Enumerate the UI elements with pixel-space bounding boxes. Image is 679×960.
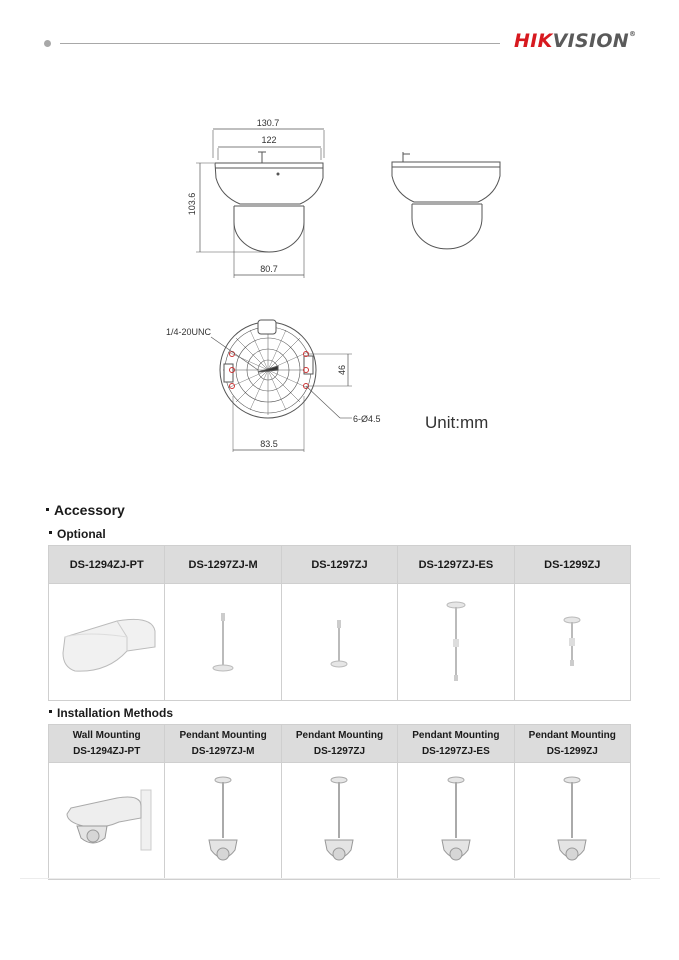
pendant-mount-icon — [324, 612, 354, 672]
pendant-mount-1299-image — [514, 584, 630, 701]
dimension-drawings — [0, 0, 679, 470]
dim-base-width: 83.5 — [260, 439, 278, 449]
pendant-camera-icon — [319, 774, 359, 868]
method-header: Pendant Mounting DS-1299ZJ — [514, 725, 630, 763]
pendant-mounting-1299-image — [514, 763, 630, 880]
pendant-camera-icon — [552, 774, 592, 868]
optional-title: Optional — [49, 527, 106, 541]
wall-bracket-image — [49, 584, 165, 701]
pendant-mount-icon — [208, 607, 238, 677]
pendant-camera-icon — [436, 774, 476, 868]
model-header: DS-1297ZJ-M — [165, 546, 281, 584]
pendant-mounting-image — [281, 763, 397, 880]
pendant-mount-icon — [441, 599, 471, 685]
dim-outer-width: 130.7 — [256, 118, 280, 128]
unit-label: Unit:mm — [425, 413, 489, 432]
pendant-mounting-m-image — [165, 763, 281, 880]
wall-mounting-image — [49, 763, 165, 880]
optional-accessories-table — [48, 545, 631, 701]
bottom-view-drawing — [211, 320, 352, 452]
thread-label: 1/4-20UNC — [166, 327, 212, 337]
wall-mounted-camera-icon — [57, 786, 157, 856]
method-header: Pendant Mounting DS-1297ZJ-ES — [398, 725, 514, 763]
brand-logo: HIKVISION® — [514, 30, 637, 52]
method-header: Pendant Mounting DS-1297ZJ — [281, 725, 397, 763]
pendant-mount-image — [281, 584, 397, 701]
model-header: DS-1297ZJ — [281, 546, 397, 584]
front-view-drawing — [196, 129, 324, 278]
accessory-title: Accessory — [46, 502, 125, 518]
dim-dome-width: 80.7 — [260, 264, 278, 274]
pendant-camera-icon — [203, 774, 243, 868]
pendant-mount-icon — [557, 614, 587, 670]
model-header: DS-1299ZJ — [514, 546, 630, 584]
hole-label: 6-Ø4.5 — [353, 414, 381, 424]
dim-height: 103.6 — [187, 192, 197, 216]
footer-divider — [20, 878, 660, 879]
pendant-mount-m-image — [165, 584, 281, 701]
method-header: Wall Mounting DS-1294ZJ-PT — [49, 725, 165, 763]
method-header: Pendant Mounting DS-1297ZJ-M — [165, 725, 281, 763]
pendant-mount-es-image — [398, 584, 514, 701]
dim-hole-spacing: 46 — [337, 364, 347, 376]
wall-bracket-icon — [57, 607, 157, 677]
side-view-drawing — [392, 152, 500, 249]
pendant-mounting-es-image — [398, 763, 514, 880]
installation-title: Installation Methods — [49, 706, 173, 720]
model-header: DS-1294ZJ-PT — [49, 546, 165, 584]
dim-inner-width: 122 — [261, 135, 277, 145]
installation-methods-table — [48, 724, 631, 880]
model-header: DS-1297ZJ-ES — [398, 546, 514, 584]
